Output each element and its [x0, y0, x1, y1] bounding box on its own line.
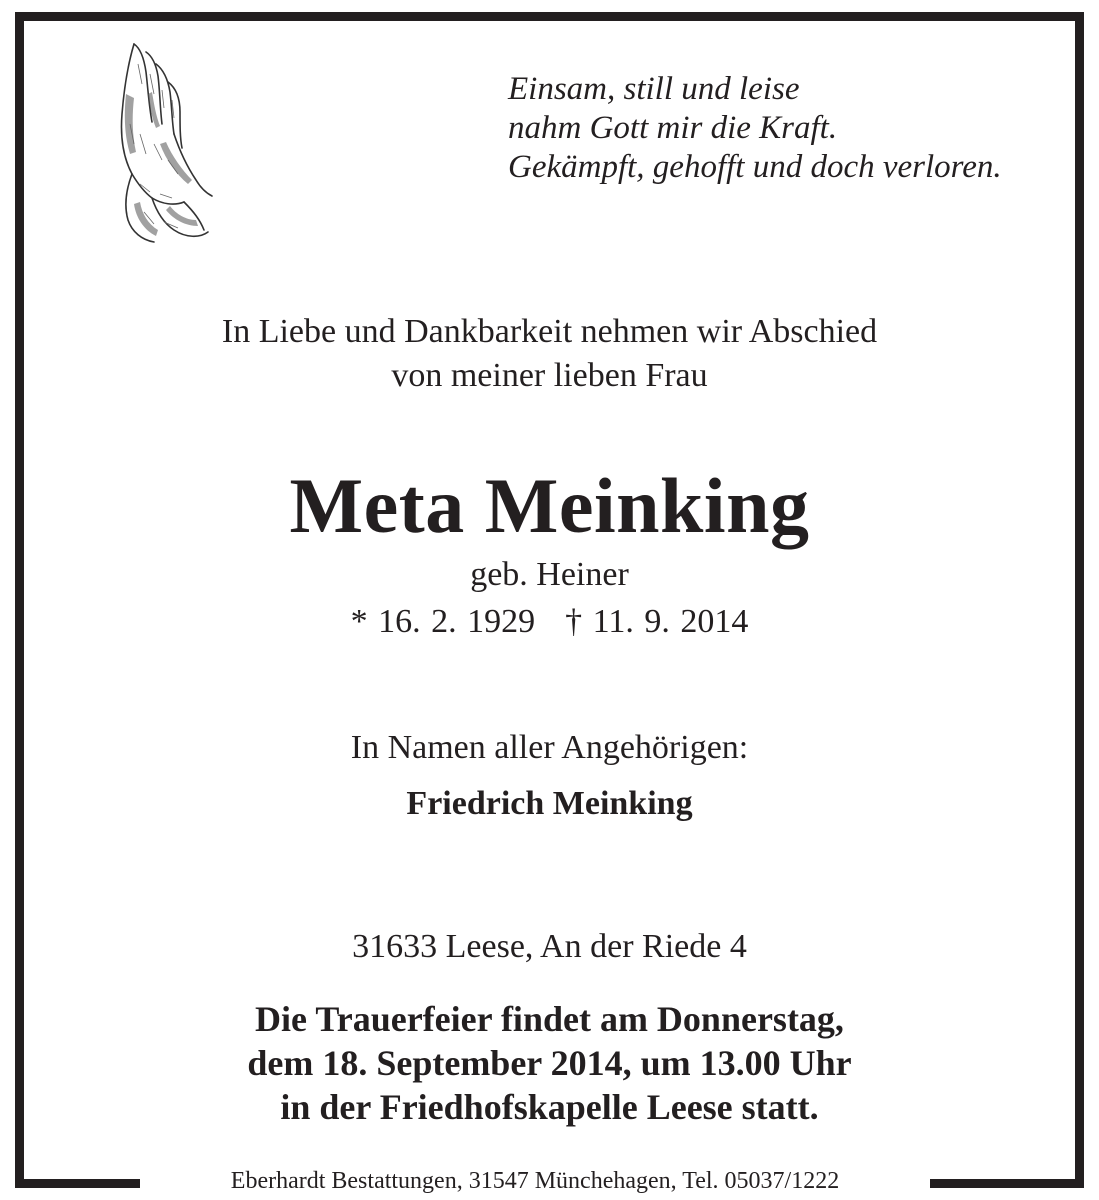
- ceremony-notice: [24, 997, 1075, 1129]
- funeral-home-footer: Eberhardt Bestattungen, 31547 Münchehagen, Tel. 05037/1222: [140, 1163, 930, 1199]
- intro-line: In Liebe und Dankbarkeit nehmen wir Abschied: [221, 313, 878, 350]
- praying-hands-icon: [104, 34, 214, 244]
- ceremony-line: dem 18. September 2014, um 13.00 Uhr: [247, 1043, 852, 1083]
- poem-line: Einsam, still und leise: [508, 71, 800, 107]
- poem-line: Gekämpft, gehofft und doch verloren.: [508, 149, 1002, 185]
- ceremony-line: Die Trauerfeier findet am Donnerstag,: [255, 999, 844, 1039]
- border-top: [15, 12, 1084, 21]
- poem: [508, 70, 1068, 187]
- intro-text: [24, 310, 1075, 398]
- address: 31633 Leese, An der Riede 4: [352, 928, 747, 965]
- intro-line: von meiner lieben Frau: [391, 357, 708, 394]
- poem-line: nahm Gott mir die Kraft.: [508, 110, 838, 146]
- signer-name: Friedrich Meinking: [406, 785, 693, 822]
- ceremony-line: in der Friedhofskapelle Leese statt.: [280, 1087, 819, 1127]
- birth-name: geb. Heiner: [470, 556, 629, 593]
- death-date: † 11. 9. 2014: [565, 603, 749, 640]
- life-dates: [24, 602, 1075, 642]
- border-right: [1075, 12, 1084, 1188]
- border-bottom-right: [930, 1179, 1084, 1188]
- border-bottom-left: [15, 1179, 140, 1188]
- deceased-name: Meta Meinking: [289, 462, 810, 549]
- border-left: [15, 12, 24, 1188]
- relatives-label: In Namen aller Angehörigen:: [350, 729, 749, 766]
- birth-date: * 16. 2. 1929: [350, 603, 536, 640]
